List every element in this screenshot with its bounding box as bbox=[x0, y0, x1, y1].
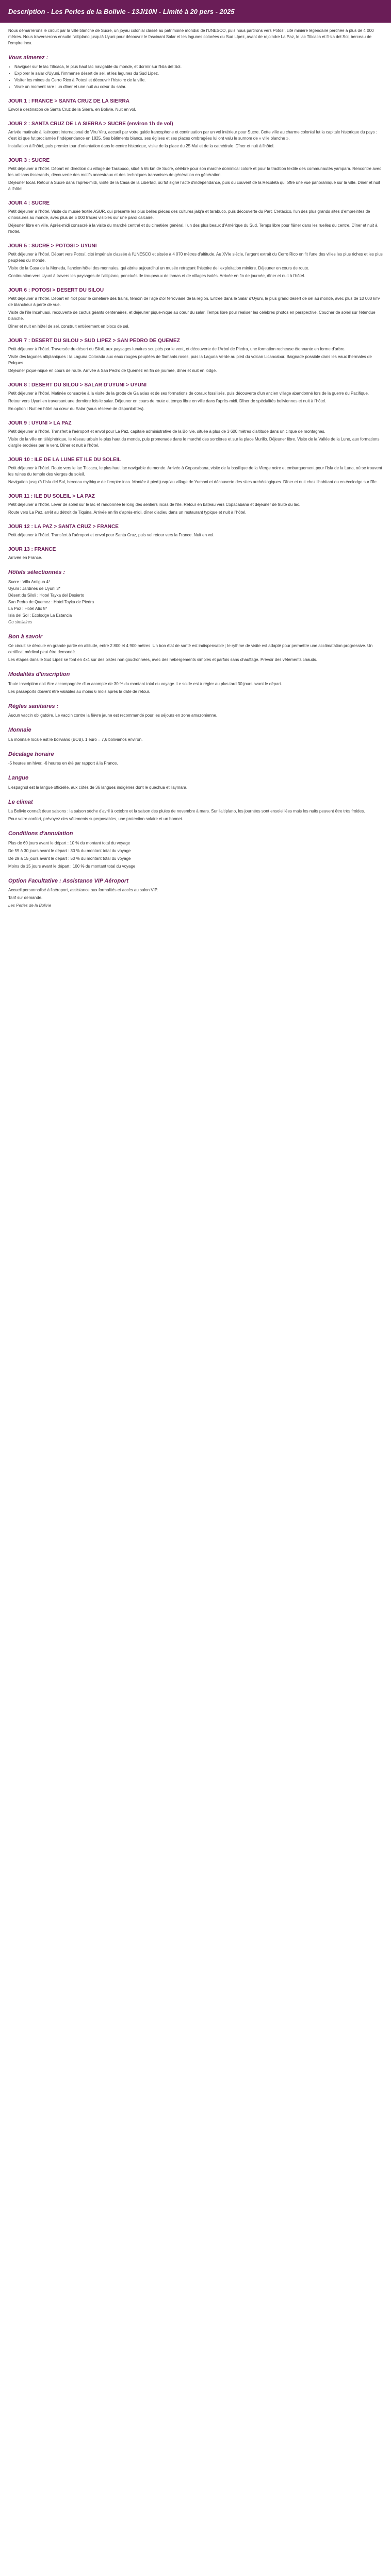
day-text: Petit déjeuner à l'hôtel. Visite du musée textile ASUR, qui présente les plus belles pièces des cultures jalq'a et tarabuco, puis découverte du Parc Cretácico, l'un des plus grands sites d'empreintes de dinosaures au monde, avec plus de 5 000 traces visibles sur une paroi calcaire. bbox=[8, 209, 370, 221]
info-section-text: Les étapes dans le Sud Lípez se font en 4x4 sur des pistes non goudronnées, avec des hébergements simples et parfois sans chauffage. Prévoir des vêtements chauds. bbox=[8, 657, 317, 663]
day-text: Petit déjeuner à l'hôtel. Lever de soleil sur le lac et randonnée le long des sentiers incas de l'île. Retour en bateau vers Copacabana et déjeuner de truite du lac. bbox=[8, 502, 301, 507]
day-text: Route vers La Paz, arrêt au détroit de Tiquina. Arrivée en fin d'après-midi, dîner d'adieu dans un restaurant typique et nuit à l'hôtel. bbox=[8, 510, 247, 515]
day-block bbox=[8, 199, 383, 235]
day-text: Visite de la ville en téléphérique, le réseau urbain le plus haut du monde, puis promenade dans le marché des sorcières et sur la place Murillo. Déjeuner libre. Visite de la Vallée de la Lune, aux formations d'argile érodées par le vent. Dîner et nuit à l'hôtel. bbox=[8, 437, 380, 448]
info-section-text: De 59 à 30 jours avant le départ : 30 % du montant total du voyage bbox=[8, 848, 131, 853]
day-title: JOUR 9 : UYUNI > LA PAZ bbox=[8, 420, 72, 427]
info-section-title: Conditions d'annulation bbox=[8, 831, 73, 837]
day-block bbox=[8, 286, 383, 330]
info-section-text: Plus de 60 jours avant le départ : 10 % du montant total du voyage bbox=[8, 840, 131, 845]
day-block bbox=[8, 456, 383, 485]
day-text: Petit déjeuner à l'hôtel. Transfert à l'aéroport et envol pour La Paz, capitale administrative de la Bolivie, située à plus de 3 600 mètres d'altitude dans un cirque de montagnes. bbox=[8, 429, 325, 434]
day-title: JOUR 13 : FRANCE bbox=[8, 547, 56, 553]
info-section-text: -5 heures en hiver, -6 heures en été par rapport à la France. bbox=[8, 761, 118, 766]
info-section-text: Les passeports doivent être valables au moins 6 mois après la date de retour. bbox=[8, 689, 150, 694]
day-title: JOUR 10 : ILE DE LA LUNE ET ILE DU SOLEIL bbox=[8, 457, 121, 463]
content bbox=[0, 23, 391, 923]
hotel-item: Sucre : Villa Antigua 4* bbox=[8, 579, 51, 584]
info-section bbox=[8, 633, 383, 664]
info-section-text: Pour votre confort, prévoyez des vêtements superposables, une protection solaire et un bonnet. bbox=[8, 817, 183, 822]
highlight-item: • Explorer le salar d'Uyuni, l'immense désert de sel, et les lagunes du Sud Lípez. bbox=[14, 71, 383, 77]
page-title: Description - Les Perles de la Bolivie - 13J/10N - Limité à 20 pers - 2025 bbox=[8, 8, 235, 15]
highlight-item: • Vivre un moment rare : un dîner et une nuit au cœur du salar. bbox=[14, 84, 383, 90]
info-section bbox=[8, 877, 383, 902]
info-section-text: De 29 à 15 jours avant le départ : 50 % du montant total du voyage bbox=[8, 856, 131, 861]
info-section-title: Monnaie bbox=[8, 727, 31, 734]
day-text: Arrivée en France. bbox=[8, 555, 42, 561]
info-section bbox=[8, 726, 383, 743]
hotel-item: San Pedro de Quemez : Hotel Tayka de Piedra bbox=[8, 599, 94, 604]
day-title: JOUR 8 : DESERT DU SILOU > SALAR D'UYUNI > UYUNI bbox=[8, 382, 146, 388]
day-title: JOUR 1 : FRANCE > SANTA CRUZ DE LA SIERRA bbox=[8, 98, 129, 105]
info-section-title: Modalités d'inscription bbox=[8, 671, 70, 678]
day-text: Petit déjeuner à l'hôtel. Traversée du désert du Siloli, aux paysages lunaires sculptés par le vent, et découverte de l'Arbol de Piedra, une formation rocheuse étonnante en forme d'arbre. bbox=[8, 347, 346, 352]
day-block bbox=[8, 493, 383, 516]
highlight-item: • Naviguer sur le lac Titicaca, le plus haut lac navigable du monde, et dormir sur l'Isla del Sol. bbox=[14, 64, 383, 70]
info-section-text: Accueil personnalisé à l'aéroport, assistance aux formalités et accès au salon VIP. bbox=[8, 888, 158, 893]
day-text: Retour vers Uyuni en traversant une dernière fois le salar. Déjeuner en cours de route et temps libre en ville dans l'après-midi. Dîner de spécialités boliviennes et nuit à l'hôtel. bbox=[8, 399, 327, 404]
itinerary bbox=[8, 97, 383, 561]
day-block bbox=[8, 337, 383, 374]
info-section-text: La Bolivie connaît deux saisons : la saison sèche d'avril à octobre et la saison des pluies de novembre à mars. Sur l'altiplano, les journées sont ensoleillées mais les nuits peuvent être très froides. bbox=[8, 809, 365, 814]
day-text: En option : Nuit en hôtel au cœur du Salar (sous réserve de disponibilités). bbox=[8, 406, 145, 412]
day-title: JOUR 7 : DESERT DU SILOU > SUD LIPEZ > SAN PEDRO DE QUEMEZ bbox=[8, 338, 180, 344]
hotel-item: La Paz : Hotel Atix 5* bbox=[8, 606, 47, 611]
info-section-text: Moins de 15 jours avant le départ : 100 % du montant total du voyage bbox=[8, 863, 136, 869]
hotel-item: Isla del Sol : Ecolodge La Estancia bbox=[8, 613, 72, 618]
day-block bbox=[8, 381, 383, 412]
footer-text: Les Perles de la Bolivie bbox=[8, 903, 52, 908]
day-title: JOUR 12 : LA PAZ > SANTA CRUZ > FRANCE bbox=[8, 524, 119, 530]
info-section bbox=[8, 798, 383, 823]
day-title: JOUR 6 : POTOSI > DESERT DU SILOU bbox=[8, 287, 104, 294]
day-block bbox=[8, 419, 383, 449]
day-text: Petit déjeuner à l'hôtel. Départ en direction du village de Tarabuco, situé à 65 km de Sucre, célèbre pour son marché dominical coloré et pour la tradition textile des communautés yampara. Rencontre avec les artisans tisserands, découverte des motifs ancestraux et des techniques transmises de génération en génération. bbox=[8, 166, 382, 178]
day-text: Déjeuner libre en ville. Après-midi consacré à la visite du marché central et du cimetière général, l'un des plus beaux d'Amérique du Sud. Temps libre pour flâner dans les ruelles du centre. Dîner et nuit à l'hôtel. bbox=[8, 223, 378, 234]
info-section bbox=[8, 774, 383, 791]
intro-text: Nous démarrerons le circuit par la ville blanche de Sucre, un joyau colonial classé au patrimoine mondial de l'UNESCO, puis nous partirons vers Potosí, cité minière légendaire perchée à plus de 4 000 mètres. Nous traverserons ensuite l'altiplano jusqu'à Uyuni pour découvrir le fascinant Salar et les lagunes colorées du Sud Lípez, avant de rejoindre La Paz, le lac Titicaca et l'Isla del Sol, berceau de l'empire inca. bbox=[8, 28, 374, 45]
info-section-text: L'espagnol est la langue officielle, aux côtés de 36 langues indigènes dont le quechua et l'aymara. bbox=[8, 785, 188, 790]
day-title: JOUR 5 : SUCRE > POTOSI > UYUNI bbox=[8, 243, 97, 249]
info-section-title: Décalage horaire bbox=[8, 751, 54, 757]
info-section-text: Ce circuit se déroule en grande partie en altitude, entre 2 800 et 4 900 mètres. Un bon état de santé est indispensable ; le rythme de visite est adapté pour permettre une acclimatation progressive. Un certificat médical peut être demandé. bbox=[8, 643, 373, 655]
day-block bbox=[8, 523, 383, 538]
page-header bbox=[0, 0, 391, 23]
day-text: Visite de la Casa de la Moneda, l'ancien hôtel des monnaies, qui abrite aujourd'hui un musée retraçant l'histoire de l'exploitation minière. Déjeuner en cours de route. bbox=[8, 266, 309, 271]
day-block bbox=[8, 546, 383, 561]
day-title: JOUR 11 : ILE DU SOLEIL > LA PAZ bbox=[8, 494, 95, 500]
hotels-list bbox=[8, 579, 383, 619]
day-title: JOUR 3 : SUCRE bbox=[8, 158, 50, 164]
highlight-item: • Visiter les mines du Cerro Rico à Potosí et découvrir l'histoire de la ville. bbox=[14, 77, 383, 83]
day-text: Petit déjeuner à l'hôtel. Route vers le lac Titicaca, le plus haut lac navigable du monde. Arrivée à Copacabana, visite de la basilique de la Vierge noire et embarquement pour l'Isla de la Luna, où se trouvent les ruines du temple des vierges du soleil. bbox=[8, 466, 382, 477]
info-section-title: Langue bbox=[8, 775, 29, 782]
info-section-title: Bon à savoir bbox=[8, 633, 43, 640]
day-text: Visite de l'île Incahuasi, recouverte de cactus géants centenaires, et déjeuner pique-nique au cœur du salar. Temps libre pour réaliser les célèbres photos en perspective. Coucher de soleil sur l'étendue blanche. bbox=[8, 310, 376, 321]
info-sections bbox=[8, 633, 383, 902]
hotel-item: Désert du Siloli : Hotel Tayka del Desierto bbox=[8, 592, 85, 598]
info-section-text: Tarif sur demande. bbox=[8, 895, 43, 901]
hotels-title: Hôtels sélectionnés : bbox=[8, 569, 66, 576]
day-text: Petit déjeuner à l'hôtel. Départ vers Potosí, cité impériale classée à l'UNESCO et située à 4 070 mètres d'altitude. Au XVIe siècle, l'argent extrait du Cerro Rico en fit l'une des villes les plus riches et les plus peuplées du monde. bbox=[8, 252, 383, 263]
day-block bbox=[8, 157, 383, 192]
hotel-item: Uyuni : Jardines de Uyuni 3* bbox=[8, 586, 60, 591]
info-section-text: La monnaie locale est le boliviano (BOB). 1 euro = 7,6 bolivianos environ. bbox=[8, 737, 143, 742]
day-text: Déjeuner local. Retour à Sucre dans l'après-midi, visite de la Casa de la Libertad, où fut signé l'acte d'indépendance, puis du couvent de la Recoleta qui offre une vue panoramique sur la ville. Dîner et nuit à l'hôtel. bbox=[8, 180, 380, 192]
info-section-text: Aucun vaccin obligatoire. Le vaccin contre la fièvre jaune est recommandé pour les séjours en zone amazonienne. bbox=[8, 713, 218, 718]
day-block bbox=[8, 242, 383, 279]
info-section bbox=[8, 670, 383, 695]
info-section-title: Règles sanitaires : bbox=[8, 703, 59, 709]
highlights-title: Vous aimerez : bbox=[8, 54, 48, 61]
highlights-list bbox=[8, 64, 383, 90]
hotels-note: Ou similaires bbox=[8, 619, 32, 624]
day-title: JOUR 2 : SANTA CRUZ DE LA SIERRA > SUCRE (environ 1h de vol) bbox=[8, 121, 173, 127]
info-section-title: Le climat bbox=[8, 799, 33, 805]
info-section bbox=[8, 702, 383, 719]
day-text: Envol à destination de Santa Cruz de la Sierra, en Bolivie. Nuit en vol. bbox=[8, 107, 136, 112]
day-text: Navigation jusqu'à l'Isla del Sol, berceau mythique de l'empire inca. Montée à pied jusqu'au village de Yumani et découverte des sites archéologiques. Dîner et nuit chez l'habitant ou en écolodge sur l'île. bbox=[8, 480, 378, 485]
info-section bbox=[8, 829, 383, 870]
day-block bbox=[8, 97, 383, 113]
info-section-text: Toute inscription doit être accompagnée d'un acompte de 30 % du montant total du voyage. Le solde est à régler au plus tard 30 jours avant le départ. bbox=[8, 681, 282, 686]
day-text: Continuation vers Uyuni à travers les paysages de l'altiplano, ponctués de troupeaux de lamas et de villages isolés. Arrivée en fin de journée, dîner et nuit à l'hôtel. bbox=[8, 274, 305, 279]
day-text: Petit déjeuner à l'hôtel. Transfert à l'aéroport et envol pour Santa Cruz, puis vol retour vers la France. Nuit en vol. bbox=[8, 533, 215, 538]
info-section-title: Option Facultative : Assistance VIP Aéroport bbox=[8, 877, 128, 884]
day-block bbox=[8, 120, 383, 149]
day-text: Arrivée matinale à l'aéroport international de Viru Viru, accueil par votre guide francophone et continuation par un vol intérieur pour Sucre. Cette ville au charme colonial fut la capitale historique du pays : c'est ici que fut proclamée l'indépendance en 1825. Ses bâtiments blancs, ses églises et ses places ombragées lui ont valu le surnom de « ville blanche ». bbox=[8, 130, 377, 141]
day-text: Installation à l'hôtel, puis premier tour d'orientation dans le centre historique, visite de la place du 25 Mai et de la cathédrale. Dîner et nuit à l'hôtel. bbox=[8, 144, 274, 149]
day-text: Petit déjeuner à l'hôtel. Départ en 4x4 pour le cimetière des trains, témoin de l'âge d'or ferroviaire de la région. Entrée dans le Salar d'Uyuni, le plus grand désert de sel au monde, avec plus de 10 000 km² de blancheur à perte de vue. bbox=[8, 296, 380, 308]
info-section bbox=[8, 750, 383, 767]
day-text: Déjeuner pique-nique en cours de route. Arrivée à San Pedro de Quemez en fin de journée, dîner et nuit en lodge. bbox=[8, 368, 217, 374]
day-title: JOUR 4 : SUCRE bbox=[8, 200, 50, 207]
day-text: Dîner et nuit en hôtel de sel, construit entièrement en blocs de sel. bbox=[8, 324, 129, 329]
day-text: Visite des lagunes altiplaniques : la Laguna Colorada aux eaux rouges peuplées de flamants roses, puis la Laguna Verde au pied du volcan Licancabur. Baignade possible dans les eaux thermales de Polques. bbox=[8, 354, 372, 366]
day-text: Petit déjeuner à l'hôtel. Matinée consacrée à la visite de la grotte de Galaxias et de ses formations de coraux fossilisés, puis découverte d'un ancien village abandonné lors de la guerre du Pacifique. bbox=[8, 391, 369, 396]
